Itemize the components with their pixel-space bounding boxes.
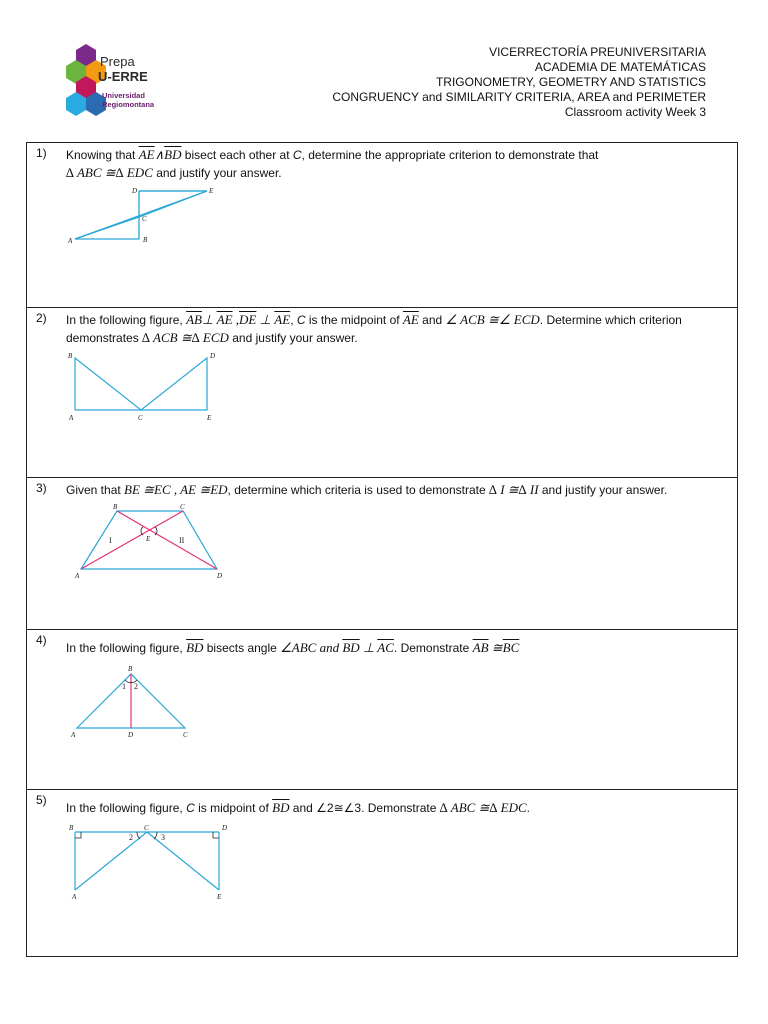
question-2 — [27, 308, 737, 478]
svg-text:2: 2 — [134, 682, 138, 691]
question-text: Knowing that $\overline{AE}\wedge\overline{BD}$ bisect each other at C, determine the appropriate criterion to demonstrate that ∆ ABC ≅∆ EDC and justify your answer. — [66, 147, 599, 180]
svg-text:A: A — [68, 237, 73, 245]
svg-text:E: E — [207, 414, 212, 422]
svg-text:A: A — [69, 414, 74, 422]
svg-text:I: I — [109, 536, 112, 545]
figure-3 — [67, 501, 237, 581]
figure-2 — [67, 348, 217, 423]
svg-text:C: C — [180, 503, 185, 511]
header-line-4: CONGRUENCY and SIMILARITY CRITERIA, AREA and PERIMETER — [332, 90, 706, 104]
svg-text:B: B — [113, 503, 118, 511]
question-number: 5) — [36, 793, 47, 807]
question-number: 3) — [36, 481, 47, 495]
header-line-2: ACADEMIA DE MATEMÁTICAS — [534, 60, 706, 74]
svg-text:C: C — [183, 731, 188, 739]
figure-1 — [67, 185, 217, 245]
question-text: In the following figure, $\overline{AB}\perp$ $\overline{AE}$ $,\overline{DE}$ ⊥ $\overline{AE}$, C is the midpoint of $\overline{AE}$ and ∠ ACB ≅∠ ECD. Determine which criterion demonstrates ∆ ACB ≅∆ ECD and justify your answer. — [66, 312, 682, 345]
svg-text:C: C — [138, 414, 143, 422]
svg-text:1: 1 — [122, 682, 126, 691]
logo — [58, 40, 188, 122]
svg-text:E: E — [217, 893, 222, 900]
header-line-3: TRIGONOMETRY, GEOMETRY AND STATISTICS — [435, 75, 706, 89]
question-text: Given that BE ≅EC , AE ≅ED, determine which criteria is used to demonstrate ∆ I ≅∆ II and justify your answer. — [66, 482, 668, 497]
svg-text:3: 3 — [161, 833, 165, 842]
question-3 — [27, 478, 737, 630]
svg-text:D: D — [217, 572, 223, 580]
question-5 — [27, 790, 737, 958]
figure-4 — [67, 662, 227, 740]
question-1 — [27, 143, 737, 308]
svg-text:D: D — [128, 731, 134, 739]
svg-text:A: A — [71, 731, 76, 739]
question-text: In the following figure, $\overline{BD}$ bisects angle ∠ABC and $\overline{BD}$ ⊥ $\overline{AC}$. Demonstrate $\overline{AB}$ $≅\overline{BC}$ — [66, 640, 520, 655]
question-number: 1) — [36, 146, 47, 160]
question-number: 2) — [36, 311, 47, 325]
header-line-1: VICERRECTORÍA PREUNIVERSITARIA — [489, 45, 706, 59]
svg-text:B: B — [69, 824, 74, 832]
question-number: 4) — [36, 633, 47, 647]
document-header — [332, 45, 706, 120]
svg-text:E: E — [146, 535, 151, 543]
question-4 — [27, 630, 737, 790]
svg-text:D: D — [210, 352, 216, 360]
question-text: In the following figure, C is midpoint of $\overline{BD}$ and ∠2≅∠3. Demonstrate ∆ ABC ≅∆ EDC. — [66, 800, 530, 815]
header-line-5: Classroom activity Week 3 — [564, 105, 706, 119]
activity-sheet — [26, 142, 738, 957]
svg-text:C: C — [142, 215, 147, 223]
logo-uerre: U-ERRE — [98, 69, 148, 84]
logo-mark — [58, 40, 188, 122]
svg-text:E: E — [209, 187, 214, 195]
svg-text:C: C — [144, 824, 149, 832]
svg-text:II: II — [179, 536, 185, 545]
svg-text:B: B — [143, 236, 148, 244]
svg-text:D: D — [132, 187, 138, 195]
svg-text:2: 2 — [129, 833, 133, 842]
figure-5 — [67, 820, 227, 900]
logo-univ-1: Universidad — [102, 91, 145, 100]
svg-text:B: B — [128, 665, 133, 673]
svg-text:D: D — [222, 824, 227, 832]
svg-text:A: A — [75, 572, 80, 580]
svg-text:B: B — [68, 352, 73, 360]
logo-univ-2: Regiomontana — [102, 100, 155, 109]
svg-text:A: A — [72, 893, 77, 900]
logo-prepa: Prepa — [100, 54, 135, 69]
